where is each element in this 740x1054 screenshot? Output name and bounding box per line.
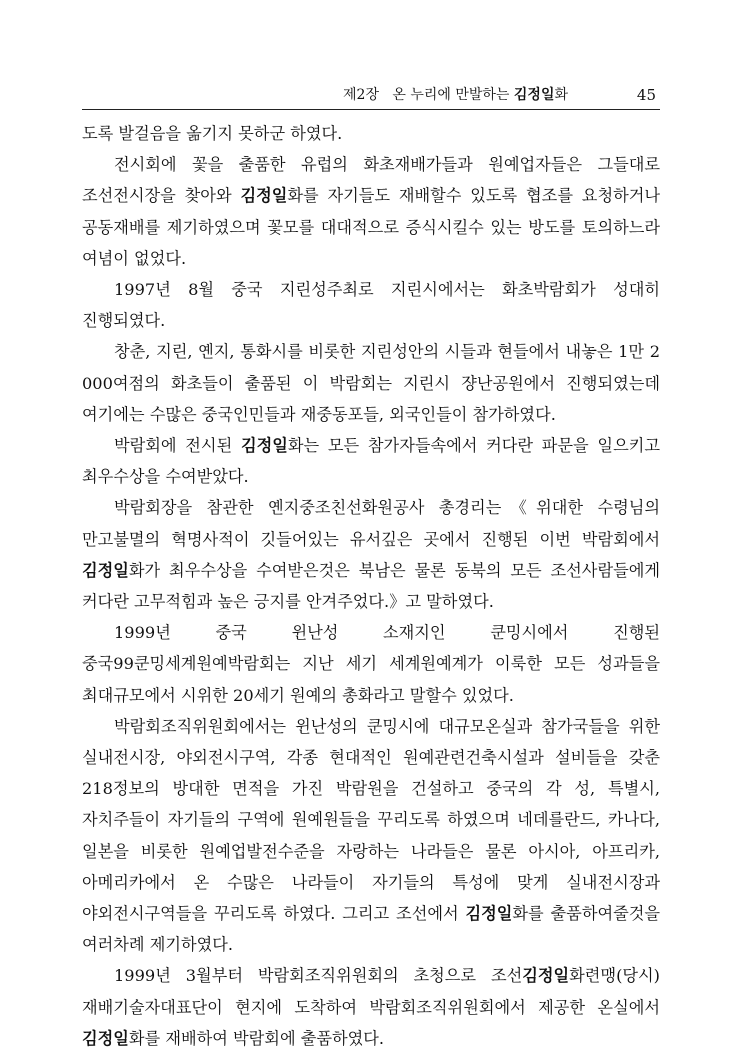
text-run: 화를 출품하여줄것을 여러차례 제기하였다. — [82, 904, 661, 955]
highlighted-name: 김정일 — [82, 1028, 129, 1048]
text-run: 1999년 중국 윈난성 소재지인 쿤밍시에서 진행된 중국99쿤밍세계원예박람회는 지난 세기 세계원예계가 이룩한 모든 성과들을 최대규모에서 시위한 20세기 원예의 총화라고 말할수 있었다. — [82, 623, 660, 705]
paragraph — [82, 336, 660, 430]
text-run: 도록 발걸음을 옮기지 못하군 하였다. — [82, 124, 343, 143]
chapter-title — [343, 84, 568, 106]
text-run: 박람회장을 참관한 옌지중조친선화원공사 총경리는《위대한 수령님의 만고불멸의 혁명사적이 깃들어있는 유서깊은 곳에서 진행된 이번 박람회에서 — [82, 498, 660, 549]
running-header — [82, 84, 660, 106]
highlighted-name: 김정일 — [465, 904, 513, 924]
text-run: 화를 재배하여 박람회에 출품하였다. — [128, 1028, 385, 1048]
text-run: 전시회에 꽃을 출품한 유럽의 화초재배가들과 원예업자들은 그들대로 조선전시장을 찾아와 — [82, 155, 660, 206]
paragraph — [82, 118, 660, 149]
paragraph — [82, 492, 660, 617]
highlighted-name: 김정일 — [82, 560, 129, 580]
text-run: 박람회조직위원회에서는 윈난성의 쿤밍시에 대규모온실과 참가국들을 위한 실내전시장, 야외전시구역, 각종 현대적인 원예관련건축시설과 설비들을 갖춘 218정보의 방대한 면적을 가진 박람원을 건설하고 중국의 각 성, 특별시, 자치주들이 자기들의 구역에 원예원들을 꾸리도록 하였으며 네데를란드, 카나다, 일본을 비롯한 원예업발전수준을 자랑하는 나라들은 물론 아시아, 아프리카, 아메리카에서 온 수많은 나라들이 자기들의 특성에 맞게 실내전시장과 야외전시구역들을 꾸리도록 하였다. 그리고 조선에서 — [82, 716, 660, 924]
paragraph — [82, 430, 660, 492]
title-text: 온 누리에 만발하는 — [392, 87, 514, 103]
paragraph — [82, 711, 660, 961]
highlighted-name: 김정일 — [240, 436, 288, 456]
highlighted-name: 김정일 — [240, 186, 288, 206]
text-run: 화련맹(당시)재배기술자대표단이 현지에 도착하여 박람회조직위원회에서 제공한 온실에서 — [82, 966, 660, 1017]
paragraph — [82, 274, 660, 336]
text-run: 화가 최우수상을 수여받은것은 북남은 물론 동북의 모든 조선사람들에게 커다란 고무적힘과 높은 긍지를 안겨주었다.》고 말하였다. — [82, 560, 660, 612]
page-number: 45 — [636, 86, 656, 104]
title-bold-name: 김정일 — [513, 87, 555, 103]
chapter-label: 제2장 — [343, 87, 379, 103]
text-run: 1997년 8월 중국 지린성주최로 지린시에서는 화초박람회가 성대히 진행되였다. — [82, 280, 660, 331]
text-run: 창춘, 지린, 옌지, 통화시를 비롯한 지린성안의 시들과 현들에서 내놓은 1만 2 000여점의 화초들이 출품된 이 박람회는 지린시 쟝난공원에서 진행되였는데 여기에는 수많은 중국인민들과 재중동포들, 외국인들이 참가하였다. — [82, 342, 660, 424]
paragraph — [82, 617, 660, 711]
paragraph — [82, 149, 660, 274]
highlighted-name: 김정일 — [522, 966, 570, 986]
paragraph — [82, 960, 660, 1054]
text-run: 박람회에 전시된 — [114, 436, 241, 456]
title-suffix: 화 — [554, 87, 568, 103]
text-run: 화는 모든 참가자들속에서 커다란 파문을 일으키고 최우수상을 수여받았다. — [82, 436, 660, 487]
header-divider — [82, 109, 660, 110]
body-text — [82, 118, 660, 1054]
text-run: 1999년 3월부터 박람회조직위원회의 초청으로 조선 — [114, 966, 523, 986]
text-run: 화를 자기들도 재배할수 있도록 협조를 요청하거나 공동재배를 제기하였으며 꽃모를 대대적으로 증식시킬수 있는 방도를 토의하느라 여념이 없었다. — [82, 186, 660, 268]
